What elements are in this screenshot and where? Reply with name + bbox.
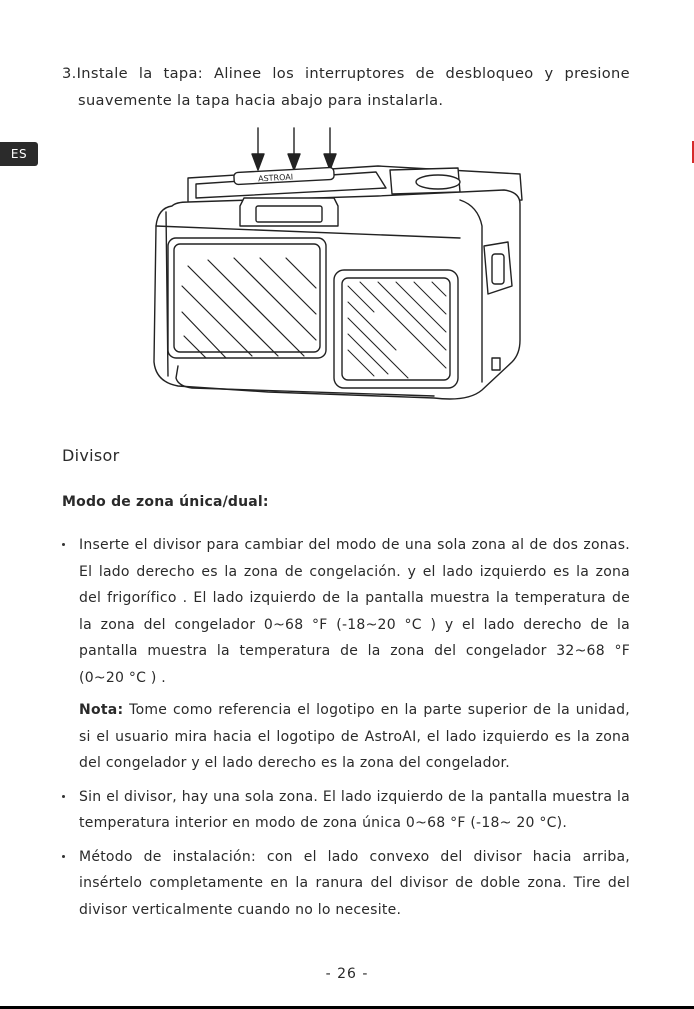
step-3-instruction	[62, 60, 630, 114]
section-title: Divisor	[62, 446, 120, 465]
note-label: Nota:	[79, 702, 124, 718]
press-down-arrows	[252, 128, 336, 170]
section-subtitle: Modo de zona única/dual:	[62, 494, 269, 510]
language-tab-label: ES	[10, 147, 28, 161]
bullet-dual-zone: Inserte el divisor para cambiar del modo de una sola zona al de dos zonas. El lado derecho es la zona de congelación. y el lado izquierdo es la zona del frigorífico . El lado izquierdo de la pantalla muestra la temperatura de la zona del congelador 0~68 °F (-18~20 °C ) y el lado derecho de la pantalla muestra la temperatura de la zona del congelador 32~68 °F (0~20 °C ) .	[62, 532, 630, 691]
note-paragraph	[62, 697, 630, 777]
page-number: - 26 -	[325, 966, 369, 982]
bullet-install-method: Método de instalación: con el lado convexo del divisor hacia arriba, insértelo completamente en la ranura del divisor de doble zona. Tire del divisor verticalmente cuando no lo necesite.	[62, 844, 630, 924]
note-text: Tome como referencia el logotipo en la parte superior de la unidad, si el usuario mira hacia el logotipo de AstroAI, el lado izquierdo es la zona del congelador y el lado derecho es la zona del congelador.	[79, 702, 630, 771]
cooler-lid-install-illustration	[148, 126, 528, 408]
section-body	[62, 532, 630, 923]
bullet-single-zone: Sin el divisor, hay una sola zona. El lado izquierdo de la pantalla muestra la temperatura interior en modo de zona única 0~68 °F (-18~ 20 °C).	[62, 784, 630, 837]
language-tab	[0, 142, 38, 166]
lid-logo: ASTROAI	[257, 172, 294, 184]
step-3-line-1: 3.Instale la tapa: Alinee los interruptores de desbloqueo y presione	[62, 65, 630, 82]
step-3-line-2: suavemente la tapa hacia abajo para instalarla.	[78, 92, 444, 109]
